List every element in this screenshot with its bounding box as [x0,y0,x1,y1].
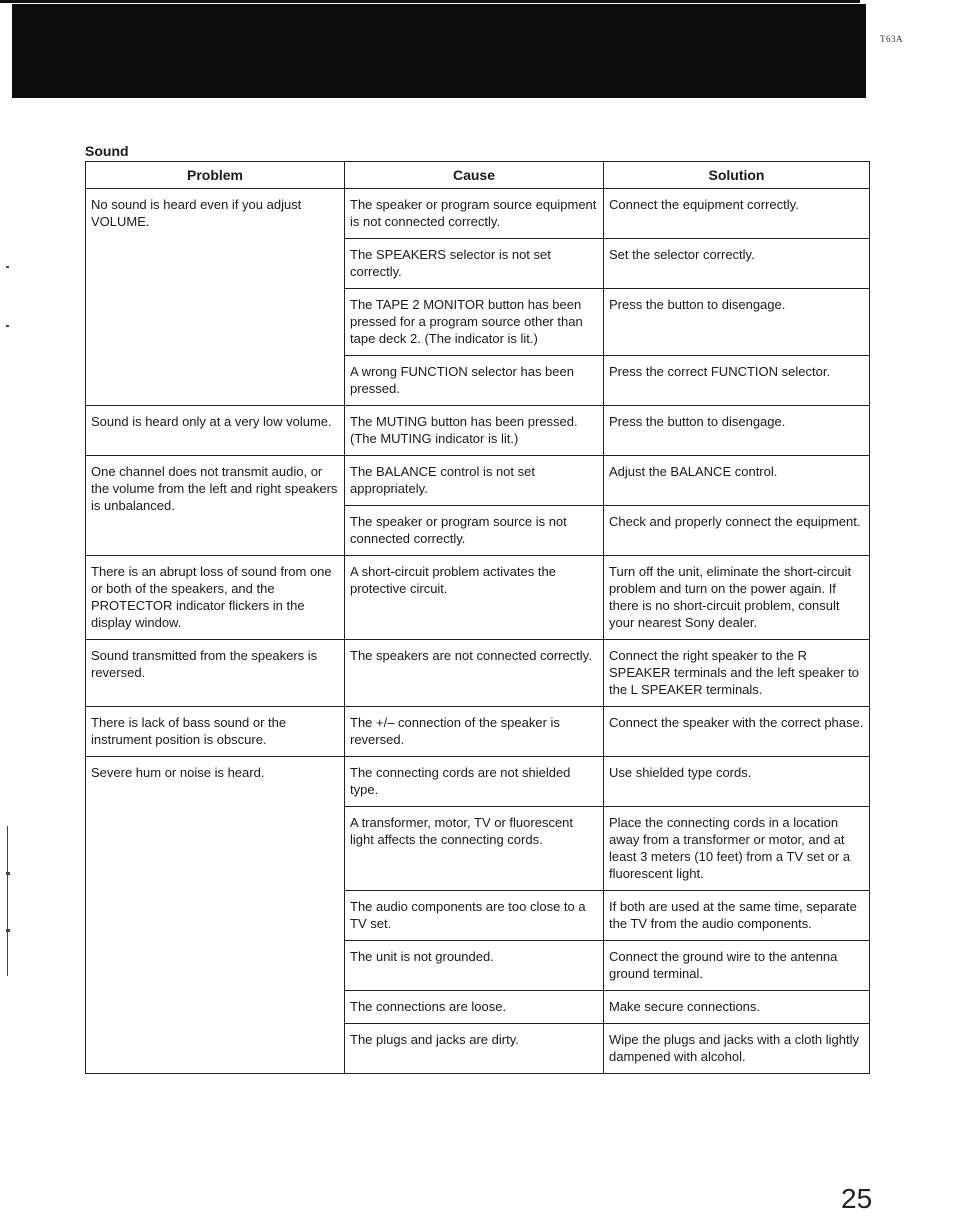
cause-cell: The speaker or program source is not connected correctly. [345,506,604,556]
header-solution: Solution [604,162,870,189]
cause-cell: A wrong FUNCTION selector has been pressed. [345,356,604,406]
header-band [12,4,866,98]
cause-cell: The connections are loose. [345,991,604,1024]
problem-cell: Sound is heard only at a very low volume. [86,406,345,456]
margin-mark [7,826,8,976]
solution-cell: Turn off the unit, eliminate the short-circuit problem and turn on the power again. If there is no short-circuit problem, consult your nearest Sony dealer. [604,556,870,640]
solution-cell: Check and properly connect the equipment. [604,506,870,556]
problem-cell: There is an abrupt loss of sound from one or both of the speakers, and the PROTECTOR indicator flickers in the display window. [86,556,345,640]
solution-cell: Use shielded type cords. [604,757,870,807]
table-row [86,556,870,640]
cause-cell: The plugs and jacks are dirty. [345,1024,604,1074]
page-code: T63A [880,34,903,44]
solution-cell: Connect the ground wire to the antenna ground terminal. [604,941,870,991]
solution-cell: Set the selector correctly. [604,239,870,289]
problem-cell: No sound is heard even if you adjust VOLUME. [86,189,345,406]
header-problem: Problem [86,162,345,189]
cause-cell: A transformer, motor, TV or fluorescent light affects the connecting cords. [345,807,604,891]
solution-cell: Make secure connections. [604,991,870,1024]
solution-cell: Press the button to disengage. [604,289,870,356]
margin-mark [6,325,9,327]
solution-cell: Connect the right speaker to the R SPEAKER terminals and the left speaker to the L SPEAKER terminals. [604,640,870,707]
cause-cell: The connecting cords are not shielded type. [345,757,604,807]
solution-cell: Press the button to disengage. [604,406,870,456]
cause-cell: The MUTING button has been pressed. (The MUTING indicator is lit.) [345,406,604,456]
table-row [86,707,870,757]
cause-cell: The speaker or program source equipment is not connected correctly. [345,189,604,239]
solution-cell: Connect the speaker with the correct phase. [604,707,870,757]
solution-cell: Place the connecting cords in a location away from a transformer or motor, and at least 3 meters (10 feet) from a TV set or a fluorescent light. [604,807,870,891]
cause-cell: The unit is not grounded. [345,941,604,991]
section-title: Sound [85,143,129,159]
margin-mark [6,872,10,875]
table-row [86,189,870,239]
table-row [86,406,870,456]
table-header-row [86,162,870,189]
solution-cell: Connect the equipment correctly. [604,189,870,239]
cause-cell: The +/– connection of the speaker is reversed. [345,707,604,757]
solution-cell: Wipe the plugs and jacks with a cloth lightly dampened with alcohol. [604,1024,870,1074]
problem-cell: Severe hum or noise is heard. [86,757,345,1074]
cause-cell: The speakers are not connected correctly. [345,640,604,707]
solution-cell: If both are used at the same time, separate the TV from the audio components. [604,891,870,941]
header-rule [0,0,860,3]
cause-cell: The audio components are too close to a TV set. [345,891,604,941]
solution-cell: Adjust the BALANCE control. [604,456,870,506]
cause-cell: The BALANCE control is not set appropriately. [345,456,604,506]
problem-cell: There is lack of bass sound or the instrument position is obscure. [86,707,345,757]
cause-cell: A short-circuit problem activates the protective circuit. [345,556,604,640]
table-row [86,757,870,807]
problem-cell: Sound transmitted from the speakers is reversed. [86,640,345,707]
problem-cell: One channel does not transmit audio, or the volume from the left and right speakers is unbalanced. [86,456,345,556]
header-cause: Cause [345,162,604,189]
margin-mark [6,929,10,932]
table-row [86,640,870,707]
page-number: 25 [841,1183,873,1214]
cause-cell: The SPEAKERS selector is not set correctly. [345,239,604,289]
cause-cell: The TAPE 2 MONITOR button has been pressed for a program source other than tape deck 2. (The indicator is lit.) [345,289,604,356]
solution-cell: Press the correct FUNCTION selector. [604,356,870,406]
table-row [86,456,870,506]
margin-mark [6,266,9,268]
troubleshooting-table [85,161,870,1074]
